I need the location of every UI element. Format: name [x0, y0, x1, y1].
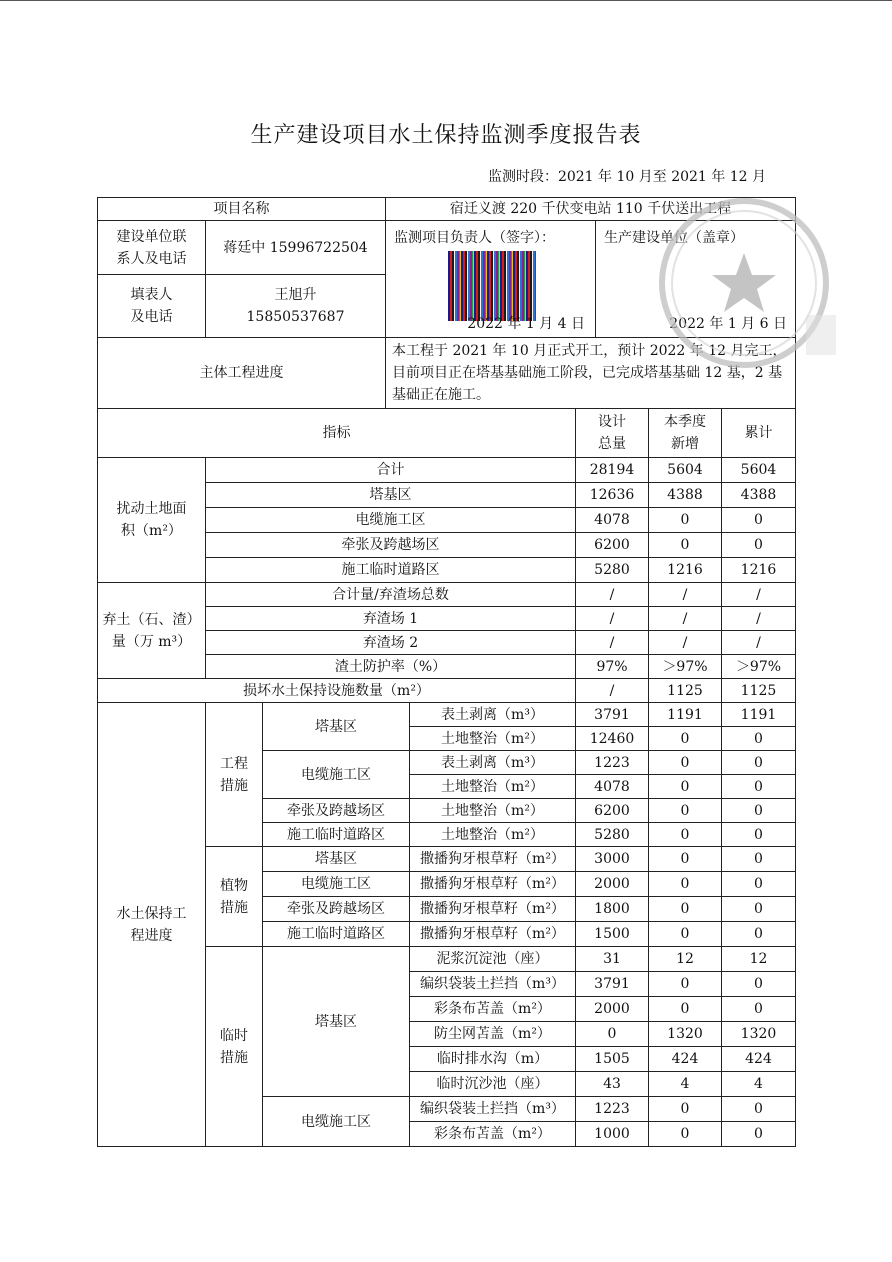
temporary-label-line2: 措施	[220, 1049, 248, 1066]
engineering-area: 塔基区	[262, 702, 410, 751]
disturbed-row-name: 合计	[205, 457, 576, 483]
temporary-total: 0	[721, 971, 796, 997]
temporary-total: 424	[721, 1046, 796, 1072]
engineering-total: 0	[721, 750, 796, 775]
engineering-label-line2: 措施	[220, 777, 248, 794]
monitor-label: 监测项目负责人（签字）：	[394, 230, 555, 246]
disturbed-label-line1: 扰动土地面	[116, 501, 187, 517]
builder-stamp-cell	[595, 220, 796, 338]
temporary-design: 31	[575, 946, 649, 972]
temporary-design: 1223	[575, 1096, 649, 1122]
page-title: 生产建设项目水土保持监测季度报告表	[250, 123, 642, 148]
temporary-quarter: 4	[648, 1071, 722, 1097]
engineering-total: 0	[721, 774, 796, 799]
disturbed-row-name: 施工临时道路区	[205, 557, 576, 583]
engineering-quarter: 0	[648, 774, 722, 799]
temporary-item: 彩条布苫盖（m²）	[409, 1121, 576, 1147]
temporary-item: 泥浆沉淀池（座）	[409, 946, 576, 972]
engineering-design: 5280	[575, 822, 649, 847]
measures-label	[97, 702, 206, 1147]
disturbed-row-quarter: 4388	[648, 482, 722, 508]
temporary-design: 43	[575, 1071, 649, 1097]
engineering-quarter: 1191	[648, 702, 722, 727]
builder-date: 2022 年 1 月 6 日	[669, 316, 787, 332]
spoil-row-quarter: /	[648, 582, 722, 607]
disturbed-row-design: 6200	[575, 532, 649, 558]
progress-label: 主体工程进度	[97, 337, 386, 409]
spoil-row-design: /	[575, 582, 649, 607]
disturbed-row-total: 5604	[721, 457, 796, 483]
temporary-design: 0	[575, 1021, 649, 1047]
design-header-line1: 设计	[598, 414, 626, 430]
temporary-item: 编织袋装土拦挡（m³）	[409, 971, 576, 997]
temporary-design: 3791	[575, 971, 649, 997]
spoil-row-design: 97%	[575, 654, 649, 679]
temporary-label	[205, 946, 263, 1147]
engineering-item: 土地整治（m²）	[409, 822, 576, 847]
damaged-total: 1125	[721, 678, 796, 703]
filler-value	[205, 274, 386, 338]
engineering-item: 表土剥离（m³）	[409, 750, 576, 775]
quarter-header-line1: 本季度	[664, 414, 706, 430]
plant-quarter: 0	[648, 871, 722, 897]
engineering-quarter: 0	[648, 750, 722, 775]
disturbed-row-name: 电缆施工区	[205, 507, 576, 533]
spoil-row-name: 弃渣场 1	[205, 606, 576, 631]
disturbed-row-quarter: 0	[648, 507, 722, 533]
design-header-line2: 总量	[598, 436, 626, 452]
engineering-label	[205, 702, 263, 847]
filler-label-line1: 填表人	[130, 287, 173, 303]
contact-label	[97, 220, 206, 275]
spoil-row-name: 合计量/弃渣场总数	[205, 582, 576, 607]
disturbed-row-name: 牵张及跨越场区	[205, 532, 576, 558]
engineering-area: 施工临时道路区	[262, 822, 410, 847]
disturbed-row-quarter: 1216	[648, 557, 722, 583]
plant-item: 撒播狗牙根草籽（m²）	[409, 871, 576, 897]
plant-total: 0	[721, 846, 796, 872]
contact-value: 蒋廷中 15996722504	[205, 220, 386, 275]
spoil-row-total: /	[721, 582, 796, 607]
plant-item: 撒播狗牙根草籽（m²）	[409, 896, 576, 922]
engineering-area: 电缆施工区	[262, 750, 410, 799]
temporary-item: 编织袋装土拦挡（m³）	[409, 1096, 576, 1122]
spoil-row-quarter: ＞97%	[648, 654, 722, 679]
disturbed-label-line2: 积（m²）	[121, 523, 182, 539]
plant-total: 0	[721, 896, 796, 922]
project-name-label: 项目名称	[97, 197, 386, 221]
spoil-row-total: /	[721, 630, 796, 655]
engineering-total: 0	[721, 726, 796, 751]
temporary-item: 防尘网苫盖（m²）	[409, 1021, 576, 1047]
temporary-total: 12	[721, 946, 796, 972]
plant-label	[205, 846, 263, 947]
monitor-date: 2022 年 1 月 4 日	[467, 316, 585, 332]
plant-design: 2000	[575, 871, 649, 897]
plant-quarter: 0	[648, 921, 722, 947]
plant-design: 3000	[575, 846, 649, 872]
signature-image	[448, 251, 536, 321]
spoil-label	[97, 582, 206, 679]
plant-label-line1: 植物	[220, 877, 248, 894]
indicator-header: 指标	[97, 408, 576, 458]
report-grid	[97, 197, 796, 1147]
disturbed-row-total: 4388	[721, 482, 796, 508]
spoil-label-line1: 弃土（石、渣）	[102, 611, 201, 628]
spoil-row-quarter: /	[648, 606, 722, 631]
engineering-item: 土地整治（m²）	[409, 774, 576, 799]
engineering-item: 土地整治（m²）	[409, 798, 576, 823]
plant-total: 0	[721, 921, 796, 947]
engineering-item: 表土剥离（m³）	[409, 702, 576, 727]
temporary-design: 1505	[575, 1046, 649, 1072]
temporary-total: 0	[721, 996, 796, 1022]
spoil-row-design: /	[575, 630, 649, 655]
plant-area: 施工临时道路区	[262, 921, 410, 947]
temporary-quarter: 0	[648, 996, 722, 1022]
filler-name: 王旭升	[274, 287, 317, 303]
monitoring-period: 监测时段：2021 年 10 月至 2021 年 12 月	[487, 169, 766, 185]
engineering-total: 1191	[721, 702, 796, 727]
disturbed-row-quarter: 0	[648, 532, 722, 558]
spoil-row-total: ＞97%	[721, 654, 796, 679]
temporary-area-cable: 电缆施工区	[262, 1096, 410, 1147]
engineering-total: 0	[721, 822, 796, 847]
disturbed-row-design: 5280	[575, 557, 649, 583]
temporary-item: 彩条布苫盖（m²）	[409, 996, 576, 1022]
plant-area: 牵张及跨越场区	[262, 896, 410, 922]
engineering-label-line1: 工程	[220, 755, 248, 772]
temporary-quarter: 1320	[648, 1021, 722, 1047]
temporary-total: 0	[721, 1121, 796, 1147]
damaged-quarter: 1125	[648, 678, 722, 703]
temporary-label-line1: 临时	[220, 1027, 248, 1044]
temporary-item: 临时沉沙池（座）	[409, 1071, 576, 1097]
temporary-quarter: 0	[648, 1121, 722, 1147]
temporary-total: 0	[721, 1096, 796, 1122]
temporary-design: 2000	[575, 996, 649, 1022]
temporary-total: 1320	[721, 1021, 796, 1047]
damaged-label: 损坏水土保持设施数量（m²）	[97, 678, 576, 703]
temporary-total: 4	[721, 1071, 796, 1097]
project-name-value: 宿迁义渡 220 千伏变电站 110 千伏送出工程	[385, 197, 796, 221]
disturbed-row-total: 0	[721, 532, 796, 558]
engineering-quarter: 0	[648, 822, 722, 847]
spoil-label-line2: 量（万 m³）	[111, 633, 192, 650]
disturbed-row-total: 1216	[721, 557, 796, 583]
engineering-quarter: 0	[648, 726, 722, 751]
plant-item: 撒播狗牙根草籽（m²）	[409, 846, 576, 872]
temporary-quarter: 0	[648, 971, 722, 997]
disturbed-label	[97, 457, 206, 583]
quarter-header	[648, 408, 722, 458]
total-header: 累计	[721, 408, 796, 458]
engineering-design: 1223	[575, 750, 649, 775]
engineering-total: 0	[721, 798, 796, 823]
temporary-quarter: 0	[648, 1096, 722, 1122]
temporary-quarter: 424	[648, 1046, 722, 1072]
disturbed-row-name: 塔基区	[205, 482, 576, 508]
top-border-line	[0, 0, 892, 1]
filler-label-line2: 及电话	[130, 309, 173, 325]
engineering-area: 牵张及跨越场区	[262, 798, 410, 823]
disturbed-row-design: 4078	[575, 507, 649, 533]
disturbed-row-total: 0	[721, 507, 796, 533]
disturbed-row-quarter: 5604	[648, 457, 722, 483]
spoil-row-design: /	[575, 606, 649, 631]
contact-label-line2: 系人及电话	[116, 250, 187, 267]
plant-design: 1800	[575, 896, 649, 922]
engineering-design: 4078	[575, 774, 649, 799]
engineering-design: 3791	[575, 702, 649, 727]
plant-quarter: 0	[648, 846, 722, 872]
plant-label-line2: 措施	[220, 899, 248, 916]
temporary-design: 1000	[575, 1121, 649, 1147]
plant-quarter: 0	[648, 896, 722, 922]
measures-label-line1: 水土保持工	[116, 905, 187, 922]
temporary-item: 临时排水沟（m）	[409, 1046, 576, 1072]
plant-design: 1500	[575, 921, 649, 947]
plant-item: 撒播狗牙根草籽（m²）	[409, 921, 576, 947]
damaged-design: /	[575, 678, 649, 703]
builder-label: 生产建设单位（盖章）	[604, 230, 744, 246]
plant-area: 电缆施工区	[262, 871, 410, 897]
quarter-header-line2: 新增	[671, 436, 699, 452]
filler-phone: 15850537687	[246, 309, 345, 325]
plant-area: 塔基区	[262, 846, 410, 872]
engineering-design: 6200	[575, 798, 649, 823]
spoil-row-name: 渣土防护率（%）	[205, 654, 576, 679]
measures-label-line2: 程进度	[130, 927, 173, 944]
design-header	[575, 408, 649, 458]
engineering-item: 土地整治（m²）	[409, 726, 576, 751]
contact-label-line1: 建设单位联	[116, 228, 187, 245]
spoil-row-name: 弃渣场 2	[205, 630, 576, 655]
temporary-quarter: 12	[648, 946, 722, 972]
filler-label	[97, 274, 206, 338]
monitor-sign-cell	[385, 220, 596, 338]
engineering-quarter: 0	[648, 798, 722, 823]
disturbed-row-design: 28194	[575, 457, 649, 483]
temporary-area-tower: 塔基区	[262, 946, 410, 1097]
spoil-row-total: /	[721, 606, 796, 631]
engineering-design: 12460	[575, 726, 649, 751]
spoil-row-quarter: /	[648, 630, 722, 655]
disturbed-row-design: 12636	[575, 482, 649, 508]
plant-total: 0	[721, 871, 796, 897]
progress-text: 本工程于 2021 年 10 月正式开工，预计 2022 年 12 月完工，目前项目正在塔基基础施工阶段，已完成塔基基础 12 基，2 基基础正在施工。	[385, 337, 796, 409]
